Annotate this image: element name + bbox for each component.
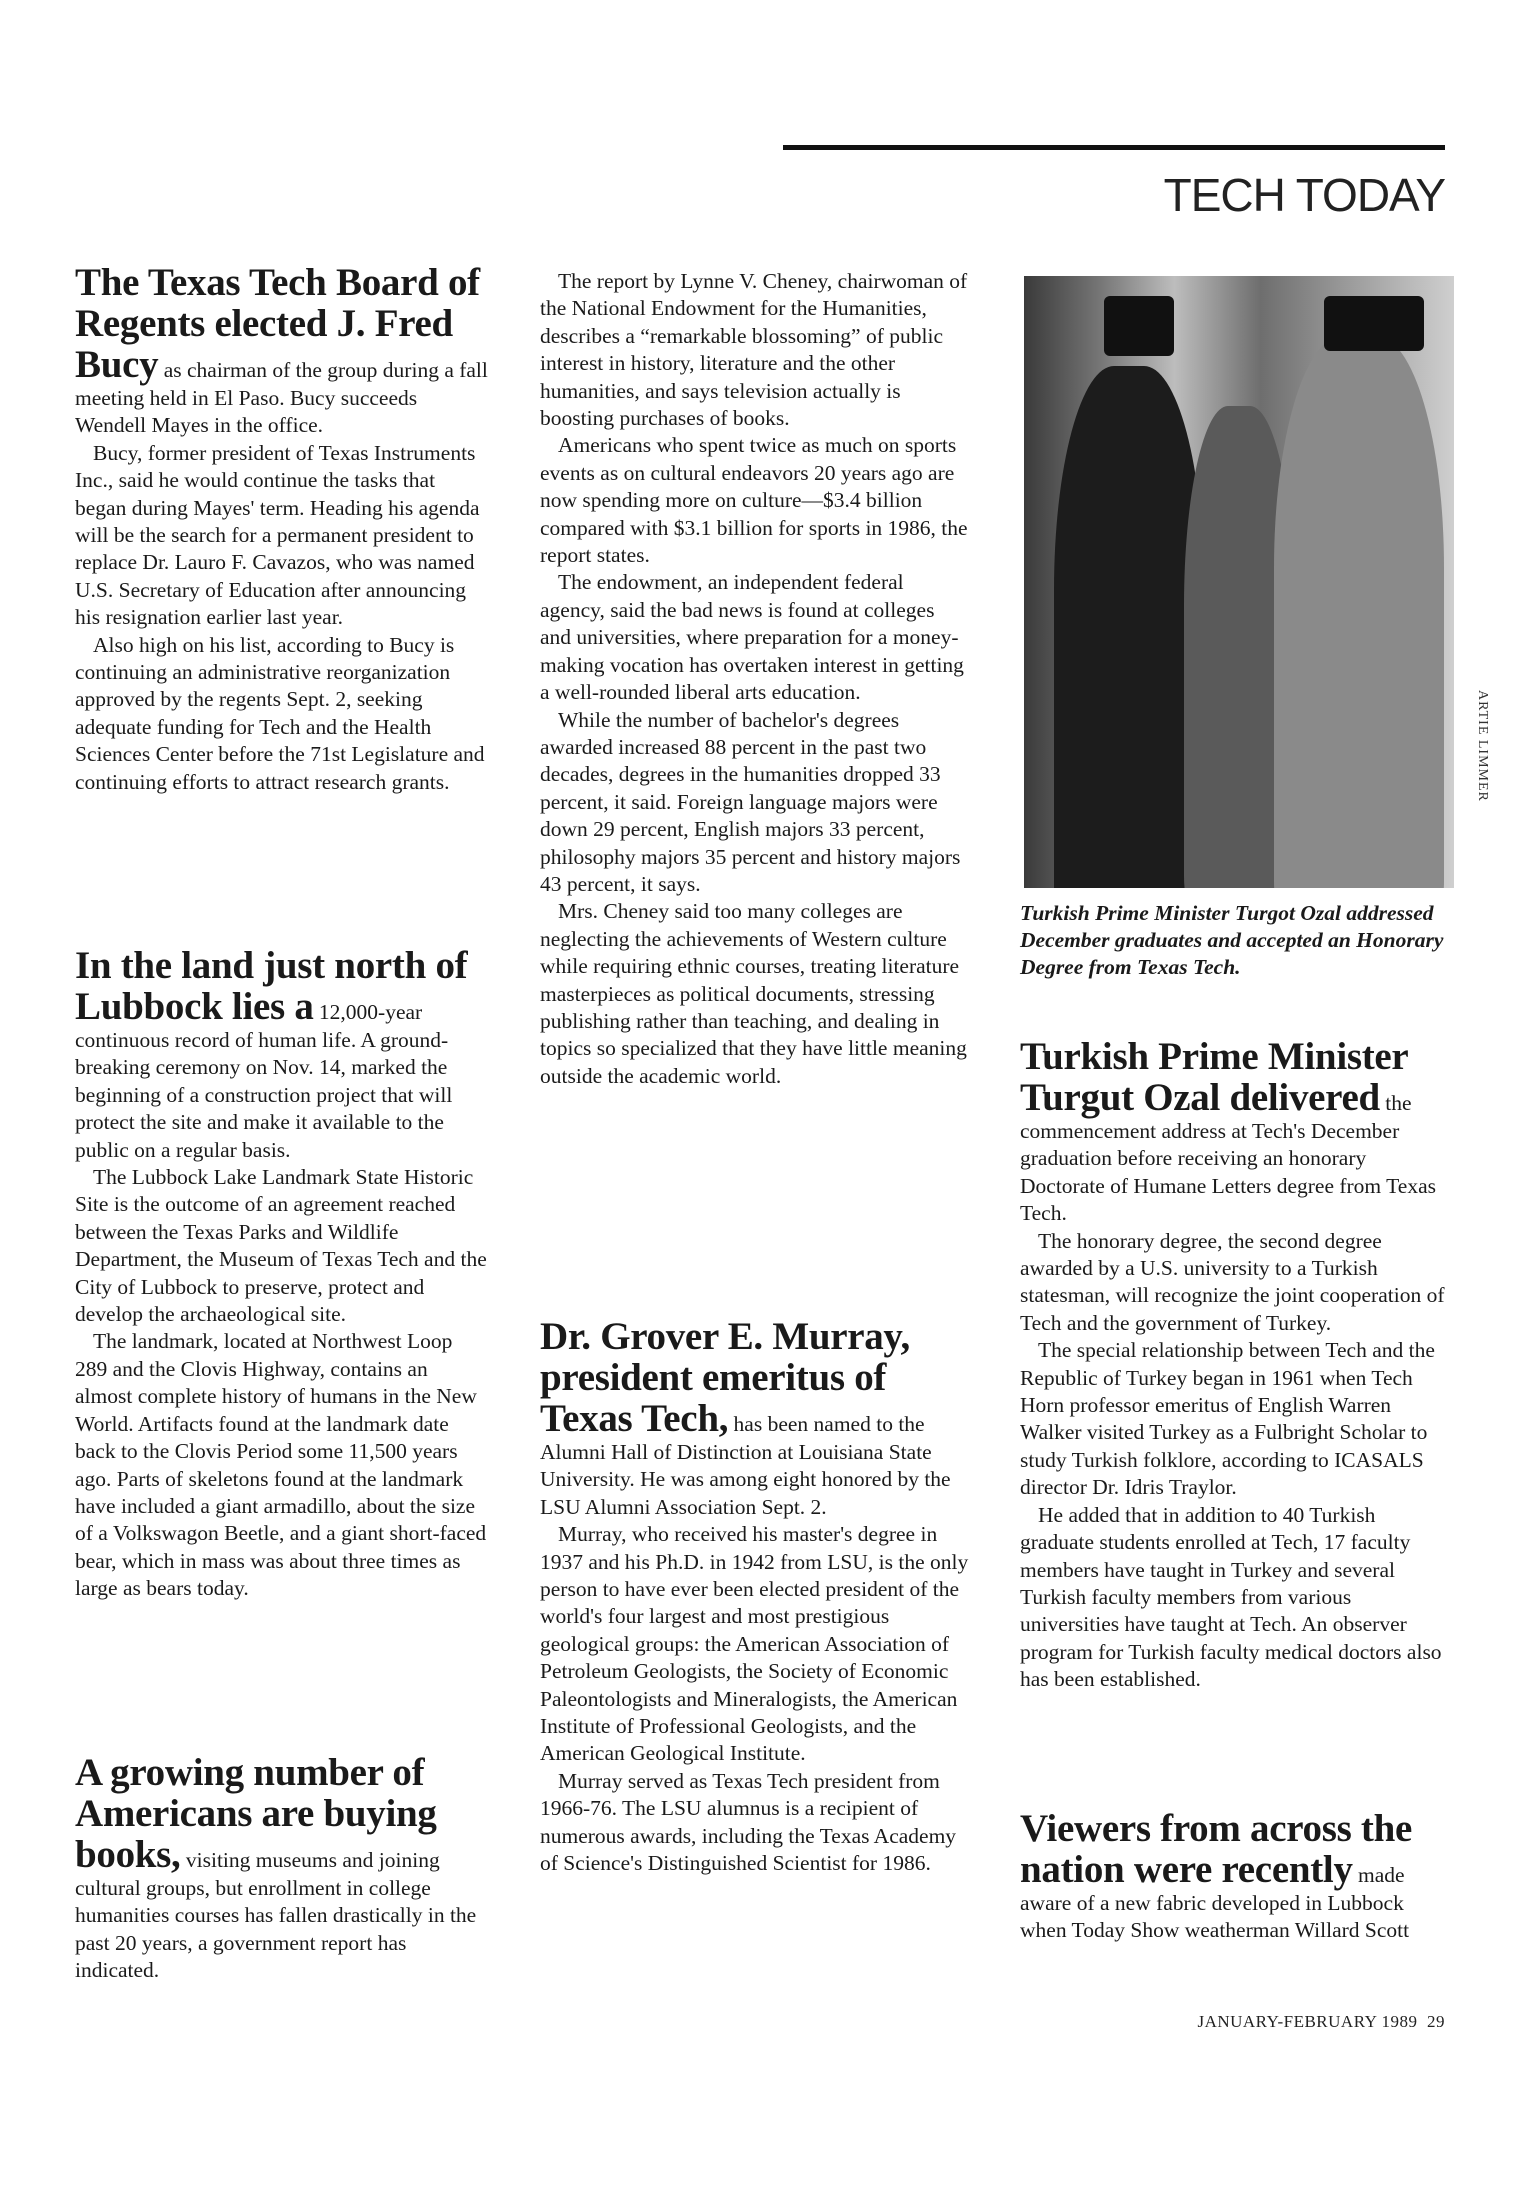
article-paragraph: Mrs. Cheney said too many colleges are neglecting the achievements of Western culture while requiring ethnic courses, treating literature masterpieces as political documents, stressing publishing rather than teaching, and dealing in topics so specialized that they have little meaning outside the academic world. — [540, 899, 967, 1088]
article-headline: Viewers from across the nation were recently — [1020, 1807, 1413, 1891]
issue-date: JANUARY-FEBRUARY 1989 — [1197, 2012, 1418, 2031]
article-paragraph: Also high on his list, according to Bucy is continuing an administrative reorganization approved by the regents Sept. 2, seeking adequate funding for Tech and the Health Sciences Center before the 71st Legislature and continuing efforts to attract research grants. — [75, 632, 485, 794]
photo-cap — [1104, 296, 1174, 356]
article-murray — [540, 1316, 970, 1878]
article-paragraph: Murray, who received his master's degree in 1937 and his Ph.D. in 1942 from LSU, is the only person to have ever been elected president of the world's four largest and most prestigious geological groups: the American Association of Petroleum Geologists, the Society of Economic Paleontologists and Mineralogists, the American Institute of Professional Geologists, and the American Geological Institute. — [540, 1522, 969, 1766]
page-number: 29 — [1427, 2012, 1445, 2031]
photo-cap — [1324, 296, 1424, 351]
article-paragraph: The endowment, an independent federal agency, said the bad news is found at colleges and universities, where preparation for a money-making vocation has overtaken interest in getting a well-rounded liberal arts education. — [540, 570, 964, 705]
article-headline: The Texas Tech Board of Regents elected J. Fred Bucy — [75, 261, 480, 386]
article-humanities — [75, 1752, 490, 1985]
article-paragraph: The special relationship between Tech and the Republic of Turkey began in 1961 when Tech Horn professor emeritus of English Warren Walker visited Turkey as a Fulbright Scholar to study Turkish folklore, according to ICASALS director Dr. Idris Traylor. — [1020, 1338, 1435, 1500]
photo-credit: ARTIE LIMMER — [1475, 690, 1490, 802]
article-regents — [75, 262, 490, 796]
article-paragraph: The landmark, located at Northwest Loop 289 and the Clovis Highway, contains an almost complete history of humans in the New World. Artifacts found at the landmark date back to the Clovis Period some 11,500 years ago. Parts of skeletons found at the landmark have included a giant armadillo, about the size of a Volkswagon Beetle, and a giant short-faced bear, which in mass was about three times as large as bears today. — [75, 1329, 487, 1601]
article-headline: A growing number of Americans are buying books, — [75, 1751, 437, 1876]
article-paragraph: He added that in addition to 40 Turkish graduate students enrolled at Tech, 17 faculty members have taught in Turkey and several Turkish faculty members from various universities have taught at Tech. An observer program for Turkish faculty medical doctors also has been established. — [1020, 1502, 1442, 1692]
photo-figure-man — [1274, 336, 1444, 888]
photo-caption: Turkish Prime Minister Turgot Ozal addressed December graduates and accepted an Honorary Degree from Texas Tech. — [1020, 901, 1444, 979]
article-paragraph: Americans who spent twice as much on sports events as on cultural endeavors 20 years ago are now spending more on culture—$3.4 billion compared with $3.1 billion for sports in 1986, the report states. — [540, 433, 968, 568]
article-paragraph: Bucy, former president of Texas Instruments Inc., said he would continue the tasks that began during Mayes' term. Heading his agenda will be the search for a permanent president to replace Dr. Lauro F. Cavazos, who was named U.S. Secretary of Education after announcing his resignation earlier last year. — [75, 440, 480, 630]
article-ozal — [1020, 1036, 1450, 1694]
section-title: TECH TODAY — [1163, 169, 1445, 221]
article-humanities-continued — [540, 268, 970, 1090]
article-lead: the commencement address at Tech's December graduation before receiving an honorary Doctorate of Humane Letters degree from Texas Tech. — [1020, 1091, 1436, 1226]
header-rule — [783, 145, 1445, 150]
article-headline: Dr. Grover E. Murray, president emeritus of Texas Tech, — [540, 1315, 910, 1440]
article-headline: Turkish Prime Minister Turgut Ozal delivered — [1020, 1035, 1408, 1119]
article-lead: made aware of a new fabric developed in Lubbock when Today Show weatherman Willard Scott — [1020, 1863, 1410, 1943]
article-paragraph: The honorary degree, the second degree awarded by a U.S. university to a Turkish statesman, will recognize the joint cooperation of Tech and the government of Turkey. — [1020, 1228, 1445, 1335]
article-headline: In the land just north of Lubbock lies a — [75, 944, 468, 1028]
page-footer — [1197, 2012, 1445, 2032]
article-paragraph: The report by Lynne V. Cheney, chairwoman of the National Endowment for the Humanities, describes a “remarkable blossoming” of public interest in history, literature and the other humanities, and says television actually is boosting purchases of books. — [540, 269, 968, 431]
article-lead: as chairman of the group during a fall meeting held in El Paso. Bucy succeeds Wendell Mayes in the office. — [75, 358, 488, 438]
article-lead: has been named to the Alumni Hall of Distinction at Louisiana State University. He was among eight honored by the LSU Alumni Association Sept. 2. — [540, 1412, 951, 1519]
article-paragraph: While the number of bachelor's degrees awarded increased 88 percent in the past two decades, degrees in the humanities dropped 33 percent, it said. Foreign language majors were down 29 percent, English majors 33 percent, philosophy majors 35 percent and history majors 43 percent, it says. — [540, 707, 961, 896]
article-lubbock-lake — [75, 945, 490, 1603]
commencement-photo — [1024, 276, 1454, 888]
article-fabric — [1020, 1808, 1450, 1945]
photo-figure-graduate — [1054, 366, 1204, 888]
article-lead: 12,000-year continuous record of human life. A ground-breaking ceremony on Nov. 14, marked the beginning of a construction project that will protect the site and make it available to the public on a regular basis. — [75, 1000, 453, 1162]
article-lead: visiting museums and joining cultural groups, but enrollment in college humanities courses has fallen drastically in the past 20 years, a government report has indicated. — [75, 1848, 477, 1983]
article-paragraph: Murray served as Texas Tech president from 1966-76. The LSU alumnus is a recipient of numerous awards, including the Texas Academy of Science's Distinguished Scientist for 1986. — [540, 1768, 957, 1876]
article-paragraph: The Lubbock Lake Landmark State Historic Site is the outcome of an agreement reached between the Texas Parks and Wildlife Department, the Museum of Texas Tech and the City of Lubbock to preserve, protect and develop the archaeological site. — [75, 1165, 487, 1327]
